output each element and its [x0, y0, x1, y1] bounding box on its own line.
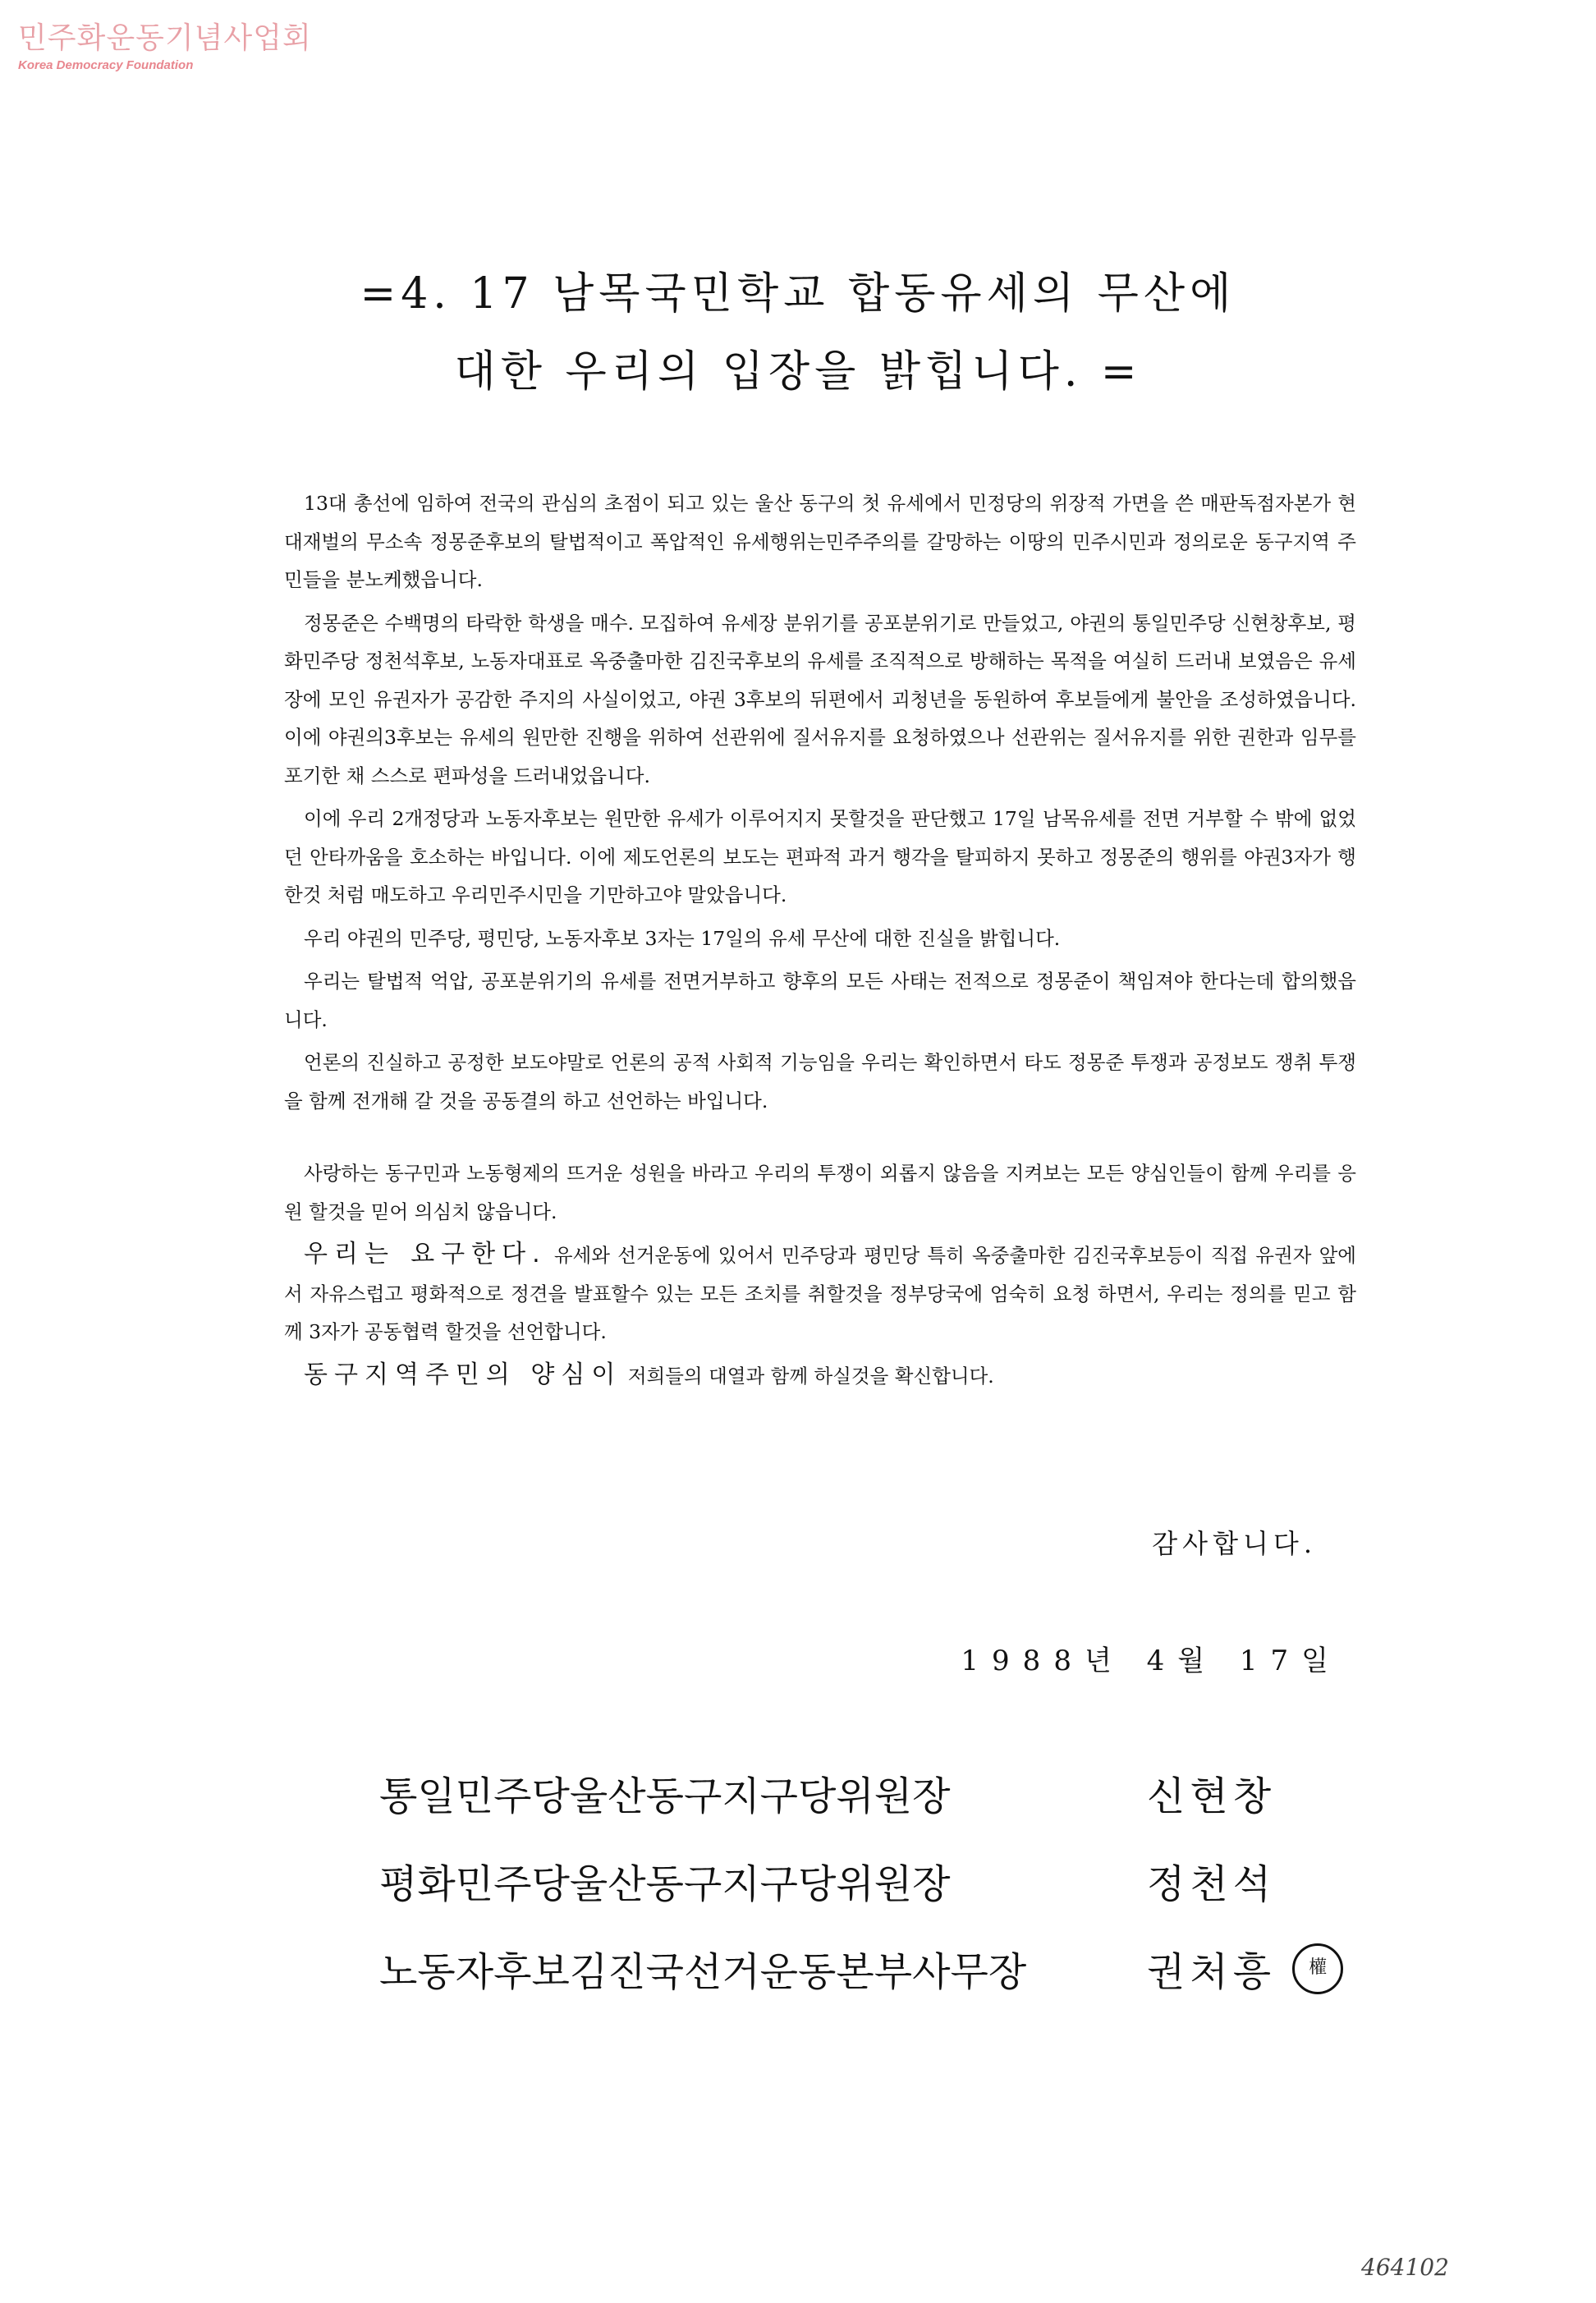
- handwritten-archive-number: 464102: [1361, 2254, 1449, 2281]
- signatories: [379, 1749, 1343, 2012]
- watermark-english: Korea Democracy Foundation: [18, 58, 194, 72]
- demand-text: 유세와 선거운동에 있어서 민주당과 평민당 특히 옥중출마한 김진국후보등이 직접 유권자 앞에서 자유스럽고 평화적으로 정견을 발표할수 있는 모든 조치를 취할것을 정부당국에 엄숙히 요청 하면서, 우리는 정의를 믿고 함께 3자가 공동협력 할것을 선언합니다.: [284, 1244, 1356, 1343]
- signatory-org: 노동자후보김진국선거운동본부사무장: [379, 1949, 1027, 1995]
- watermark: [18, 15, 312, 72]
- conscience-heading: 동구지역주민의 양심이: [304, 1360, 622, 1389]
- statement-body: [284, 484, 1356, 1400]
- title-line-2: 대한 우리의 입장을 밝힙니다. =: [454, 347, 1142, 397]
- demand-heading: 우리는 요구한다.: [304, 1240, 547, 1268]
- signatory-row: [379, 1925, 1343, 2012]
- paragraph-2: 정몽준은 수백명의 타락한 학생을 매수. 모집하여 유세장 분위기를 공포분위기로 만들었고, 야권의 통일민주당 신현창후보, 평화민주당 정천석후보, 노동자대표로 옥중출마한 김진국후보의 유세를 조직적으로 방해하는 목적을 여실히 드러내 보였음은 유세장에 모인 유권자가 공감한 주지의 사실이었고, 야권 3후보의 뒤편에서 괴청년을 동원하여 후보들에게 불안을 조성하였읍니다. 이에 야권의3후보는 유세의 원만한 진행을 위하여 선관위에 질서유지를 요청하였으나 선관위는 질서유지를 위한 권한과 임무를 포기한 채 스스로 편파성을 드러내었읍니다.: [284, 611, 1356, 787]
- conscience-text: 저희들의 대열과 함께 하실것을 확신합니다.: [621, 1364, 994, 1388]
- paragraph-7: 사랑하는 동구민과 노동형제의 뜨거운 성원을 바라고 우리의 투쟁이 외롭지 않음을 지켜보는 모든 양심인들이 함께 우리를 응원 할것을 믿어 의심치 않읍니다.: [284, 1162, 1356, 1223]
- signatory-row: [379, 1749, 1343, 1837]
- title-line-1: =4. 17 남목국민학교 합동유세의 무산에: [360, 269, 1236, 319]
- signatory-row: [379, 1837, 1343, 1925]
- paragraph-1: 13대 총선에 임하여 전국의 관심의 초점이 되고 있는 울산 동구의 첫 유세에서 민정당의 위장적 가면을 쓴 매판독점자본가 현대재벌의 무소속 정몽준후보의 탈법적이고 폭압적인 유세행위는민주주의를 갈망하는 이땅의 민주시민과 정의로운 동구지역 주민들을 분노케했읍니다.: [284, 492, 1356, 591]
- signatory-org: 통일민주당울산동구지구당위원장: [379, 1773, 951, 1819]
- signatory-name: 정천석: [1147, 1861, 1277, 1907]
- paragraph-3: 이에 우리 2개정당과 노동자후보는 원만한 유세가 이루어지지 못할것을 판단했고 17일 남목유세를 전면 거부할 수 밖에 없었던 안타까움을 호소하는 바입니다. 이에 제도언론의 보도는 편파적 과거 행각을 탈피하지 못하고 정몽준의 행위를 야권3자가 행한것 처럼 매도하고 우리민주시민을 기만하고야 말았읍니다.: [284, 807, 1356, 906]
- watermark-korean: 민주화운동기념사업회: [18, 21, 312, 55]
- paragraph-gap: [284, 1125, 1356, 1154]
- signatory-org: 평화민주당울산동구지구당위원장: [379, 1861, 951, 1907]
- signatory-name: 권처흥: [1147, 1949, 1277, 1995]
- document-date: 1988년 4월 17일: [961, 1645, 1341, 1677]
- paragraph-6: 언론의 진실하고 공정한 보도야말로 언론의 공적 사회적 기능임을 우리는 확인하면서 타도 정몽준 투쟁과 공정보도 쟁취 투쟁을 함께 전개해 갈 것을 공동결의 하고 선언하는 바입니다.: [284, 1051, 1356, 1113]
- paragraph-8: [284, 1236, 1356, 1351]
- paragraph-4: 우리 야권의 민주당, 평민당, 노동자후보 3자는 17일의 유세 무산에 대한 진실을 밝힙니다.: [304, 926, 1061, 950]
- paragraph-9: [284, 1356, 1356, 1396]
- signatory-name: 신현창: [1147, 1773, 1277, 1819]
- paragraph-5: 우리는 탈법적 억압, 공포분위기의 유세를 전면거부하고 향후의 모든 사태는 전적으로 정몽준이 책임져야 한다는데 합의했읍니다.: [284, 970, 1356, 1031]
- seal-stamp-icon: 權: [1292, 1943, 1343, 1994]
- closing-thanks: 감사합니다.: [1152, 1528, 1317, 1559]
